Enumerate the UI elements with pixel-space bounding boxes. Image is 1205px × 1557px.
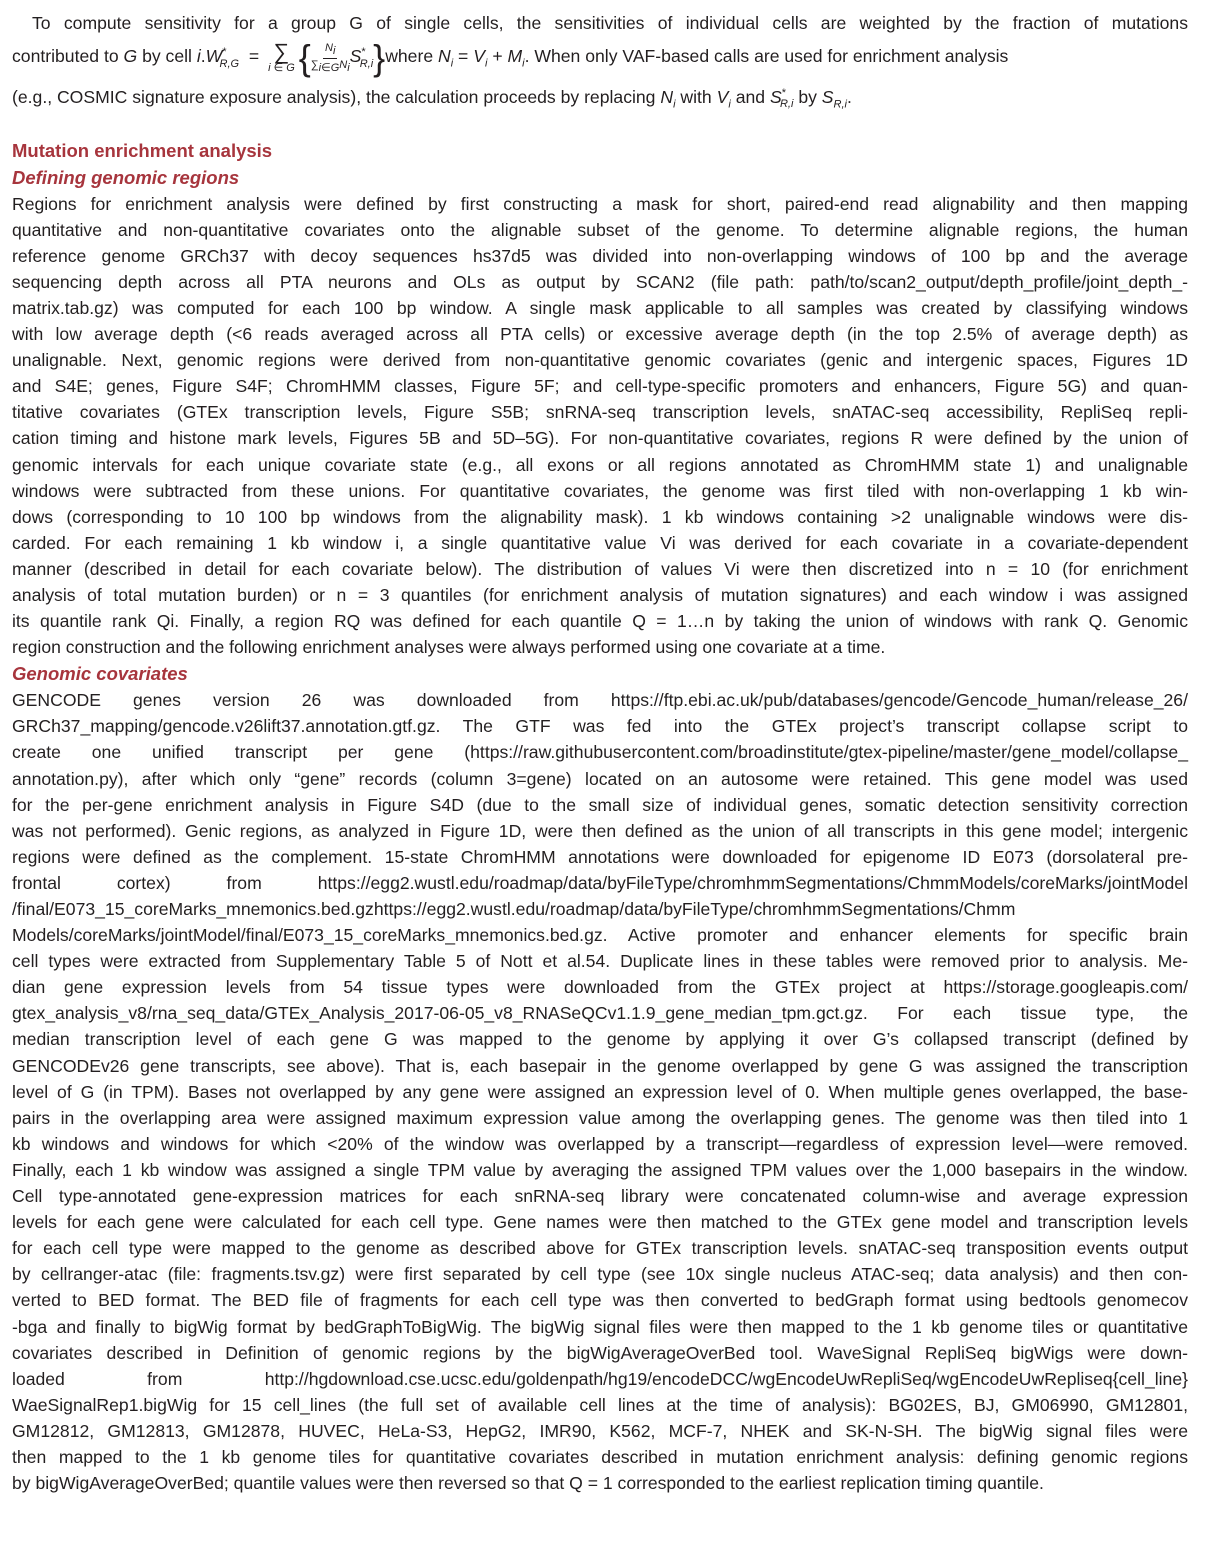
covariates-line: GM12812, GM12813, GM12878, HUVEC, HeLa-S3, HepG2, IMR90, K562, MCF-7, NHEK and SK-N-SH. The bigWig signal files were xyxy=(12,1420,1188,1441)
intro-line-3 xyxy=(12,80,1188,117)
covariates-line: verted to BED format. The BED file of fragments for each cell type was then converted to bedGraph format using bedtools genomecov xyxy=(12,1290,1188,1311)
intro-eq-suffix: where $N_i = V_i + M_i$. When only VAF-based calls are used for enrichment analysis xyxy=(385,46,1009,70)
covariates-line: create one unified transcript per gene (https://raw.githubusercontent.com/broadinstitute/gtex-pipeline/master/gene_model/collapse_ xyxy=(12,742,1188,763)
covariates-line: annotation.py), after which only “gene” records (column 3=gene) located on an autosome were retained. This gene model was used xyxy=(12,768,1188,789)
regions-line: sequencing depth across all PTA neurons and OLs as output by SCAN2 (file path: path/to/scan2_output/depth_profile/joint_depth_- xyxy=(12,271,1188,292)
covariates-line: cell types were extracted from Supplementary Table 5 of Nott et al.54. Duplicate lines in these tables were removed prior to analysis. Me- xyxy=(12,951,1188,972)
covariates-line: for the per-gene enrichment analysis in Figure S4D (due to the small size of individual genes, somatic detection sensitivity correction xyxy=(12,794,1188,815)
regions-line: titative covariates (GTEx transcription levels, Figure S5B; snRNA-seq transcription levels, snATAC-seq accessibility, RepliSeq repli- xyxy=(12,402,1188,423)
covariates-line: GRCh37_mapping/gencode.v26lift37.annotation.gtf.gz. The GTF was fed into the GTEx project’s transcript collapse script to xyxy=(12,716,1188,737)
covariates-line: pairs in the overlapping area were assigned maximum expression value among the overlapping genes. The genome was then tiled into 1 xyxy=(12,1107,1188,1128)
regions-line: analysis of total mutation burden) or n = 3 quantiles (for enrichment analysis of mutation signatures) and each window i was assigned xyxy=(12,584,1188,605)
regions-line: genomic intervals for each unique covariate state (e.g., all exons or all regions annotated as ChromHMM state 1) and unalignable xyxy=(12,454,1188,475)
heading-defining-regions: Defining genomic regions xyxy=(12,166,240,188)
covariates-line: WaeSignalRep1.bigWig for 15 cell_lines (the full set of available cell lines at the time of analysis): BG02ES, BJ, GM06990, GM12801, xyxy=(12,1394,1188,1415)
left-brace: { xyxy=(298,37,311,79)
regions-line: with low average depth (<6 reads averaged across all PTA cells) or excessive average depth (in the top 2.5% of average depth) as xyxy=(12,324,1188,345)
intro-equation-line xyxy=(12,36,1188,80)
covariates-line: /final/E073_15_coreMarks_mnemonics.bed.gzhttps://egg2.wustl.edu/roadmap/data/byFileType/chromhmmSegmentations/Chmm xyxy=(12,899,1016,919)
covariates-line: level of G (in TPM). Bases not overlapped by any gene were assigned an expression level of 0. When multiple genes overlapped, the base- xyxy=(12,1081,1188,1102)
regions-line: its quantile rank Qi. Finally, a region RQ was defined for each quantile Q = 1…n by taking the union of windows with rank Q. Genomic xyxy=(12,611,1188,632)
heading-mutation-enrichment: Mutation enrichment analysis xyxy=(12,139,273,161)
sum-symbol: ∑ i ∈ G xyxy=(268,39,295,75)
covariates-line: Finally, each 1 kb window was assigned a single TPM value by averaging the assigned TPM values over the 1,000 basepairs in the window. xyxy=(12,1159,1188,1180)
covariates-line: by bigWigAverageOverBed; quantile values were then reversed so that Q = 1 corresponded to the earliest replication timing quantile. xyxy=(12,1473,1044,1494)
s-star-term: $S^*_{R,i}$ xyxy=(349,46,374,70)
covariates-line: then mapped to the 1 kb genome tiles for quantitative covariates described in mutation enrichment analysis: defining genomic regions xyxy=(12,1446,1188,1467)
covariates-line: for each cell type were mapped to the genome as described above for GTEx transcription levels. snATAC-seq transposition events output xyxy=(12,1238,1188,1259)
regions-line: quantitative and non-quantitative covariates onto the alignable subset of the genome. To determine alignable regions, the human xyxy=(12,219,1188,240)
covariates-line: dian gene expression levels from 54 tissue types were downloaded from the GTEx project at https://storage.googleapis.com/ xyxy=(12,977,1188,998)
covariates-last-line xyxy=(12,1470,1188,1496)
covariates-line: frontal cortex) from https://egg2.wustl.edu/roadmap/data/byFileType/chromhmmSegmentations/ChmmModels/coreMarks/jointModel xyxy=(12,872,1188,893)
intro-eq-prefix: contributed to G by cell $i.W^*_{R,G}$ = xyxy=(12,46,265,70)
covariates-line: by cellranger-atac (file: fragments.tsv.gz) were first separated by cell type (see 10x single nucleus ATAC-seq; data analysis) and then con- xyxy=(12,1264,1188,1285)
heading-genomic-covariates: Genomic covariates xyxy=(12,663,188,685)
document-page xyxy=(12,10,1188,1496)
covariates-line: median transcription level of each gene G was mapped to the genome by applying it over G’s collapsed transcript (defined by xyxy=(12,1029,1188,1050)
regions-line: dows (corresponding to 10 100 bp windows from the alignability mask). 1 kb windows containing >2 unalignable windows were dis- xyxy=(12,506,1188,527)
regions-line: and S4E; genes, Figure S4F; ChromHMM classes, Figure 5F; and cell-type-specific promoters and enhancers, Figure 5G) and quan- xyxy=(12,376,1188,397)
regions-line: reference genome GRCh37 with decoy sequences hs37d5 was divided into non-overlapping windows of 100 bp and the average xyxy=(12,245,1188,266)
regions-line: cation timing and histone mark levels, Figures 5B and 5D–5G). For non-quantitative covariates, regions R were defined by the union of xyxy=(12,428,1188,449)
covariates-line: gtex_analysis_v8/rna_seq_data/GTEx_Analysis_2017-06-05_v8_RNASeQCv1.1.9_gene_median_tpm.gct.gz. For each tissue type, the xyxy=(12,1003,1188,1024)
right-brace: } xyxy=(373,37,386,79)
covariates-line: covariates described in Definition of genomic regions by the bigWigAverageOverBed tool. WaveSignal RepliSeq bigWigs were down- xyxy=(12,1342,1188,1363)
covariates-line: GENCODEv26 gene transcripts, see above). That is, each basepair in the genome overlapped by gene G was assigned the transcription xyxy=(12,1055,1188,1076)
intro-text-1: To compute sensitivity for a group G of single cells, the sensitivities of individual cells are weighted by the fraction of mutations xyxy=(32,13,1188,33)
regions-line: windows were subtracted from these unions. For quantitative covariates, the genome was first tiled with non-overlapping 1 kb win- xyxy=(12,480,1188,501)
fraction: $\frac{N_i}{\sum_{i\in G}N_i}$ xyxy=(310,42,350,74)
covariates-line: GENCODE genes version 26 was downloaded from https://ftp.ebi.ac.uk/pub/databases/gencode/Gencode_human/release_26/ xyxy=(12,690,1188,711)
regions-paragraph xyxy=(12,191,1188,661)
regions-line: Regions for enrichment analysis were defined by first constructing a mask for short, paired-end read alignability and then mapping xyxy=(12,193,1188,214)
covariates-line: -bga and finally to bigWig format by bedGraphToBigWig. The bigWig signal files were then mapped to the 1 kb genome tiles or quantitative xyxy=(12,1316,1188,1337)
covariates-line: levels for each gene were calculated for each cell type. Gene names were then matched to the GTEx gene model and transcription levels xyxy=(12,1212,1188,1233)
intro-text-3: (e.g., COSMIC signature exposure analysis), the calculation proceeds by replacing $N_i$ with $V_i$ and $S^*_{R,i}$ by $S_{R,i}$. xyxy=(12,86,852,111)
covariates-line: regions were defined as the complement. 15-state ChromHMM annotations were downloaded for epigenome ID E073 (dorsolateral pre- xyxy=(12,846,1188,867)
intro-line-1 xyxy=(12,10,1188,36)
regions-line: carded. For each remaining 1 kb window i, a single quantitative value Vi was derived for each covariate in a covariate-dependent xyxy=(12,532,1188,553)
covariates-line: Cell type-annotated gene-expression matrices for each snRNA-seq library were concatenated column-wise and average expression xyxy=(12,1186,1188,1207)
regions-last-line xyxy=(12,634,1188,660)
covariates-line: Models/coreMarks/jointModel/final/E073_15_coreMarks_mnemonics.bed.gz. Active promoter and enhancer elements for specific brain xyxy=(12,925,1188,946)
regions-line: manner (described in detail for each covariate below). The distribution of values Vi were then discretized into n = 10 (for enrichment xyxy=(12,558,1188,579)
covariates-line: loaded from http://hgdownload.cse.ucsc.edu/goldenpath/hg19/encodeDCC/wgEncodeUwRepliSeq/wgEncodeUwRepliseq{cell_line} xyxy=(12,1368,1188,1389)
covariates-line: was not performed). Genic regions, as analyzed in Figure 1D, were then defined as the union of all transcripts in this gene model; intergenic xyxy=(12,820,1188,841)
covariates-paragraph xyxy=(12,687,1188,1496)
covariates-line: kb windows and windows for which <20% of the window was overlapped by a transcript—regardless of expression level—were removed. xyxy=(12,1133,1188,1154)
regions-line: matrix.tab.gz) was computed for each 100 bp window. A single mask applicable to all samples was created by classifying windows xyxy=(12,297,1188,318)
regions-line: region construction and the following enrichment analyses were always performed using one covariate at a time. xyxy=(12,637,886,658)
regions-line: unalignable. Next, genomic regions were derived from non-quantitative genomic covariates (genic and intergenic spaces, Figures 1D xyxy=(12,350,1188,371)
